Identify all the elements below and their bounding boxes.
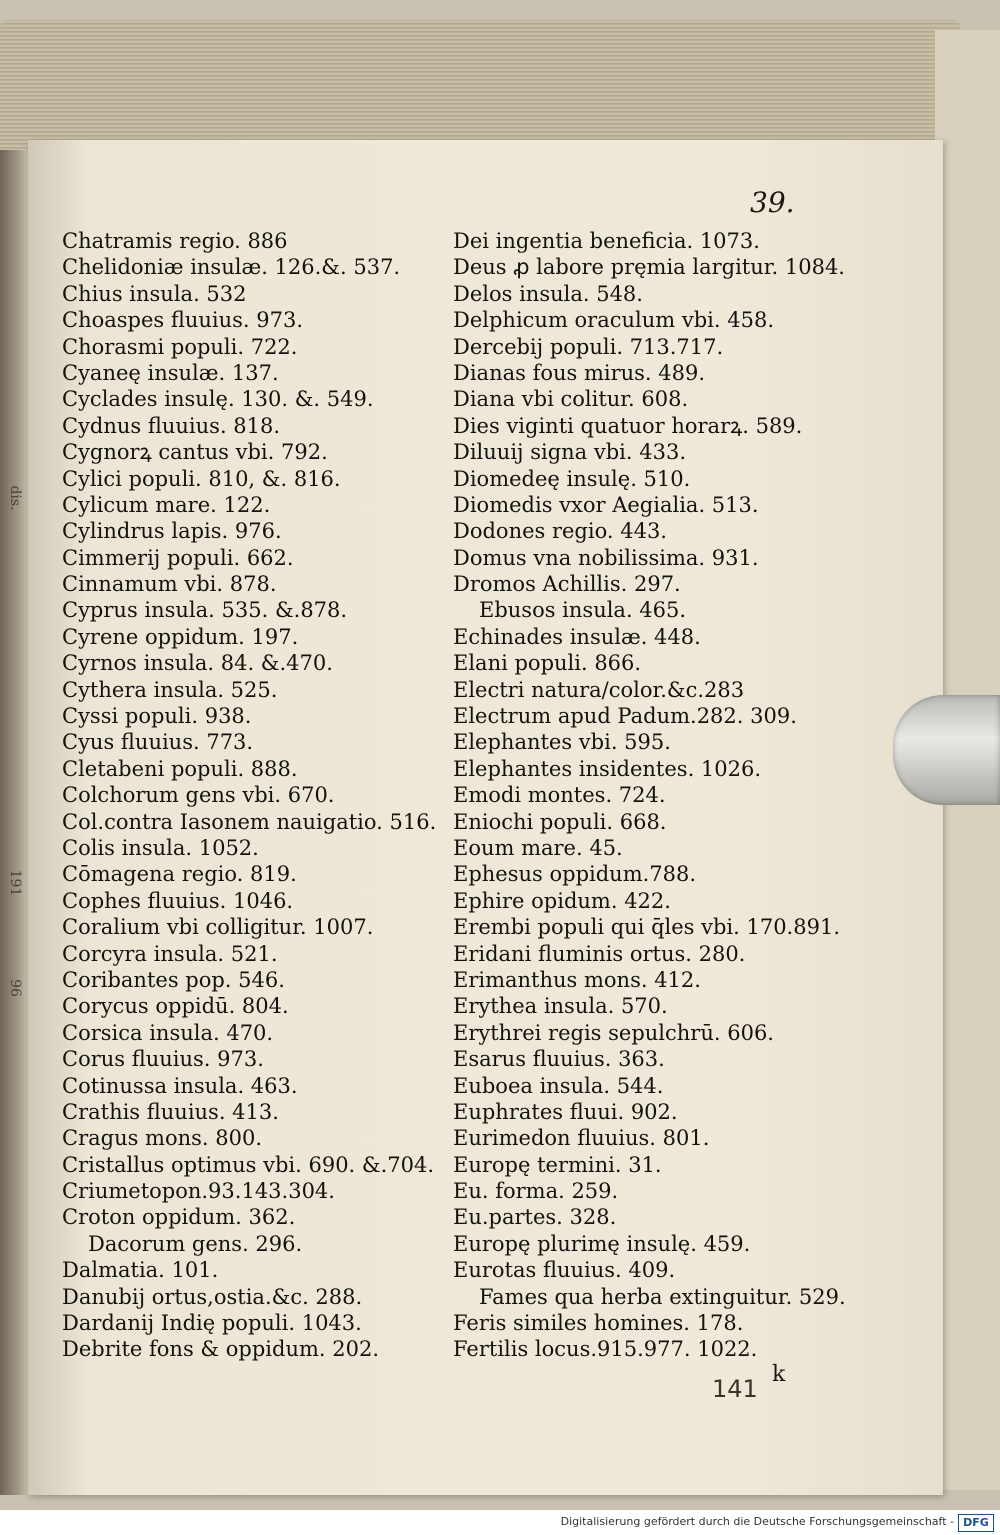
index-entry: Cythera insula. 525.: [62, 677, 278, 702]
index-entry: Fertilis locus.915.977. 1022.: [453, 1337, 758, 1362]
index-entry: Fames qua herba extinguitur. 529.: [479, 1284, 846, 1309]
index-entry: Dianas fous mirus. 489.: [453, 360, 706, 385]
index-entry: Chorasmi populi. 722.: [62, 334, 298, 359]
index-entry: Cristallus optimus vbi. 690. &.704.: [62, 1152, 435, 1177]
index-entry: Cyclades insulę. 130. &. 549.: [62, 387, 374, 412]
signature-mark: k: [772, 1362, 786, 1387]
index-entry: Eniochi populi. 668.: [453, 809, 667, 834]
index-entry: Diana vbi colitur. 608.: [453, 387, 689, 412]
index-entry: Corus fluuius. 973.: [62, 1047, 264, 1072]
index-entry: Domus vna nobilissima. 931.: [453, 545, 759, 570]
book-page-edges: [0, 20, 960, 160]
footer-bar: [0, 1510, 1000, 1535]
index-entry: Euphrates fluui. 902.: [453, 1099, 678, 1124]
index-entry: Cydnus fluuius. 818.: [62, 413, 281, 438]
index-entry: Echinades insulæ. 448.: [453, 624, 701, 649]
index-entry: Erimanthus mons. 412.: [453, 967, 701, 992]
index-entry: Cyus fluuius. 773.: [62, 730, 254, 755]
index-entry: Eu. forma. 259.: [453, 1179, 619, 1204]
index-entry: Coralium vbi colligitur. 1007.: [62, 915, 374, 940]
index-entry: Cragus mons. 800.: [62, 1126, 263, 1151]
index-entry: Diluuij signa vbi. 433.: [453, 440, 687, 465]
index-entry: Chatramis regio. 886: [62, 229, 288, 253]
index-entry: Ebusos insula. 465.: [479, 598, 687, 623]
index-entry: Cyssi populi. 938.: [62, 704, 252, 729]
index-entry: Delos insula. 548.: [453, 281, 643, 306]
index-entry: Colis insula. 1052.: [62, 835, 259, 860]
index-entry: Dalmatia. 101.: [62, 1258, 219, 1283]
index-entry: Dacorum gens. 296.: [88, 1231, 303, 1256]
index-entry: Euboea insula. 544.: [453, 1073, 664, 1098]
index-entry: Cophes fluuius. 1046.: [62, 888, 294, 913]
handwritten-page-number: 141: [712, 1375, 758, 1403]
index-entry: Cyrnos insula. 84. &.470.: [62, 651, 333, 676]
index-entry: Cimmerij populi. 662.: [62, 545, 294, 570]
index-entry: Eridani fluminis ortus. 280.: [453, 941, 746, 966]
index-entry: Diomedeę insulę. 510.: [453, 466, 691, 491]
index-entry: Ephire opidum. 422.: [453, 888, 671, 913]
margin-note: 96: [7, 979, 23, 997]
index-entry: Eu.partes. 328.: [453, 1205, 617, 1230]
index-entry: Europę termini. 31.: [453, 1152, 662, 1177]
index-entry: Cotinussa insula. 463.: [62, 1073, 298, 1098]
index-entry: Corcyra insula. 521.: [62, 941, 278, 966]
index-entry: Elephantes insidentes. 1026.: [453, 756, 762, 781]
index-column-right: [453, 228, 853, 1363]
index-entry: Cinnamum vbi. 878.: [62, 572, 277, 597]
index-entry: Emodi montes. 724.: [453, 783, 666, 808]
index-entry: Delphicum oraculum vbi. 458.: [453, 308, 774, 333]
index-entry: Erembi populi qui q̄les vbi. 170.891.: [453, 915, 840, 940]
index-entry: Cygnorꝝ cantus vbi. 792.: [62, 440, 328, 465]
index-entry: Europę plurimę insulę. 459.: [453, 1231, 751, 1256]
index-entry: Criumetopon.93.143.304.: [62, 1179, 335, 1204]
index-entry: Colchorum gens vbi. 670.: [62, 783, 335, 808]
index-entry: Corsica insula. 470.: [62, 1020, 274, 1045]
index-entry: Erythea insula. 570.: [453, 994, 668, 1019]
index-entry: Cōmagena regio. 819.: [62, 862, 297, 887]
index-entry: Crathis fluuius. 413.: [62, 1099, 279, 1124]
index-entry: Deus ꝓ labore pręmia largitur. 1084.: [453, 255, 845, 280]
index-entry: Cyaneę insulæ. 137.: [62, 360, 279, 385]
index-entry: Cletabeni populi. 888.: [62, 756, 298, 781]
index-entry: Choaspes fluuius. 973.: [62, 308, 304, 333]
index-entry: Dei ingentia beneficia. 1073.: [453, 229, 760, 253]
dfg-logo: DFG: [958, 1514, 994, 1532]
index-entry: Eoum mare. 45.: [453, 835, 623, 860]
index-entry: Cyprus insula. 535. &.878.: [62, 598, 348, 623]
index-entry: Cylindrus lapis. 976.: [62, 519, 282, 544]
index-entry: Cyrene oppidum. 197.: [62, 624, 299, 649]
index-entry: Dromos Achillis. 297.: [453, 572, 681, 597]
index-entry: Danubij ortus,ostia.&c. 288.: [62, 1284, 363, 1309]
index-entry: Croton oppidum. 362.: [62, 1205, 296, 1230]
index-entry: Elephantes vbi. 595.: [453, 730, 671, 755]
index-entry: Esarus fluuius. 363.: [453, 1047, 665, 1072]
index-entry: Electri natura/color.&c.283: [453, 677, 745, 702]
index-entry: Dercebij populi. 713.717.: [453, 334, 724, 359]
index-entry: Diomedis vxor Aegialia. 513.: [453, 492, 759, 517]
index-entry: Feris similes homines. 178.: [453, 1311, 744, 1336]
index-entry: Debrite fons & oppidum. 202.: [62, 1337, 379, 1362]
index-entry: Dodones regio. 443.: [453, 519, 667, 544]
index-entry: Eurimedon fluuius. 801.: [453, 1126, 710, 1151]
index-entry: Eurotas fluuius. 409.: [453, 1258, 676, 1283]
index-entry: Coribantes pop. 546.: [62, 967, 285, 992]
index-entry: Elani populi. 866.: [453, 651, 642, 676]
index-entry: Cylici populi. 810, &. 816.: [62, 466, 341, 491]
index-entry: Col.contra Iasonem nauigatio. 516.: [62, 809, 437, 834]
index-entry: Cylicum mare. 122.: [62, 492, 271, 517]
index-entry: Erythrei regis sepulchrū. 606.: [453, 1020, 774, 1045]
funding-credit: Digitalisierung gefördert durch die Deutsche Forschungsgemeinschaft -: [560, 1515, 954, 1528]
margin-note: dis.: [7, 485, 23, 511]
index-entry: Ephesus oppidum.788.: [453, 862, 697, 887]
index-entry: Electrum apud Padum.282. 309.: [453, 704, 797, 729]
index-column-left: [62, 228, 447, 1363]
index-entry: Dies viginti quatuor horarꝝ. 589.: [453, 413, 803, 438]
folio-number: 39.: [750, 186, 795, 219]
index-entry: Dardanij Indię populi. 1043.: [62, 1311, 362, 1336]
index-entry: Corycus oppidū. 804.: [62, 994, 289, 1019]
index-entry: Chius insula. 532: [62, 281, 247, 306]
page-clip: [893, 695, 1000, 805]
index-entry: Chelidoniæ insulæ. 126.&. 537.: [62, 255, 401, 280]
margin-note: 191: [7, 869, 23, 897]
